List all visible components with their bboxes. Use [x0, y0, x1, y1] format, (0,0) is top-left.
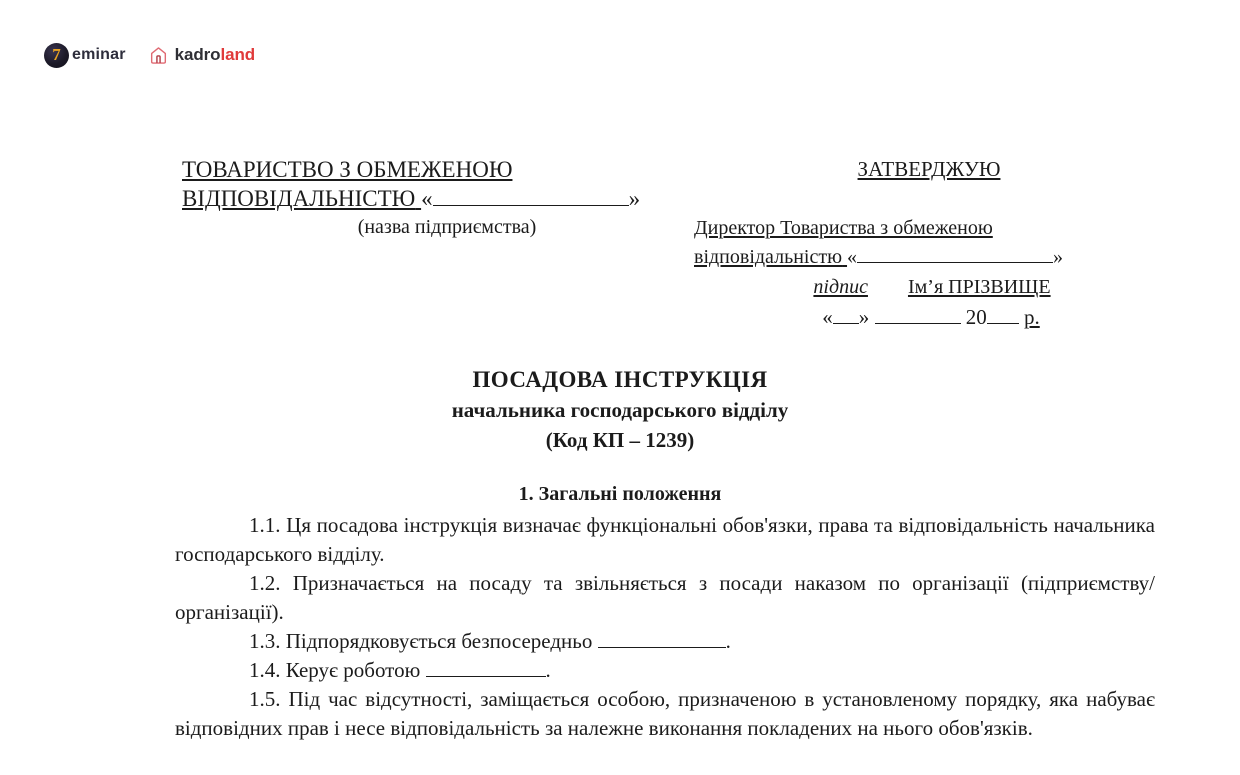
director-quote-open: «	[847, 246, 858, 268]
paragraph-1-2: 1.2. Призначається на посаду та звільняється з посади наказом по організації (підприємству/організації).	[175, 571, 1155, 624]
organization-name-lines	[182, 155, 682, 213]
director-org-blank[interactable]	[857, 247, 1053, 263]
seminar-logo[interactable]	[44, 43, 126, 68]
approval-date-row	[694, 302, 1124, 332]
paragraph-1-4-period: .	[545, 658, 551, 682]
paragraph-1-4-text: 1.4. Керує роботою	[249, 658, 421, 682]
kadroland-logo-label	[175, 45, 255, 65]
seminar-seven-icon	[44, 43, 69, 68]
approval-title: ЗАТВЕРДЖУЮ	[857, 157, 1001, 181]
seminar-seven-glyph: 7	[52, 44, 61, 64]
document-header	[0, 155, 1240, 332]
date-quote-close: »	[858, 305, 870, 329]
document-title-line-1: ПОСАДОВА ІНСТРУКЦІЯ	[472, 367, 768, 392]
paragraph-1-1: 1.1. Ця посадова інструкція визначає функціональні обов'язки, права та відповідальність начальника господарського відділу.	[175, 513, 1155, 566]
paragraph-1-3-text: 1.3. Підпорядковується безпосередньо	[249, 629, 593, 653]
date-year-prefix: 20	[965, 305, 987, 329]
document-body	[175, 511, 1155, 743]
seminar-logo-label: eminar	[72, 46, 126, 63]
director-line-1: Директор Товариства з обмеженою	[694, 217, 993, 239]
paragraph-1-4	[175, 656, 1155, 685]
director-quote-close: »	[1053, 246, 1064, 268]
paragraph-1-5: 1.5. Під час відсутності, заміщається особою, призначеною в установленому порядку, яка набуває відповідних прав і несе відповідальність за належне виконання покладених на нього обов'язків.	[175, 687, 1155, 740]
paragraph-1-3-period: .	[725, 629, 731, 653]
director-name-label: Ім’я ПРІЗВИЩЕ	[907, 276, 1051, 298]
signature-row	[694, 272, 1124, 302]
paragraph-1-3	[175, 627, 1155, 656]
approval-block	[694, 155, 1124, 332]
brand-logo-bar	[44, 38, 255, 72]
document-title-line-2: начальника господарського відділу	[451, 398, 789, 422]
paragraph-1-4-blank[interactable]	[426, 661, 546, 677]
date-day-blank[interactable]	[833, 308, 859, 324]
date-quote-open: «	[822, 305, 833, 329]
section-heading: 1. Загальні положення	[518, 483, 722, 505]
organization-quote-close: »	[628, 186, 641, 211]
kadroland-label-dark: kadro	[174, 45, 221, 64]
director-line-2: відповідальністю « »	[694, 246, 1064, 268]
kadroland-label-accent: land	[220, 45, 256, 64]
date-year-blank[interactable]	[987, 308, 1019, 324]
kadroland-logo[interactable]	[148, 45, 255, 66]
organization-quote-open: «	[421, 186, 433, 211]
organization-name-blank[interactable]	[433, 190, 629, 206]
organization-line-1: ТОВАРИСТВО З ОБМЕЖЕНОЮ	[182, 157, 513, 182]
document-title-line-3: (Код КП – 1239)	[545, 428, 695, 452]
organization-caption: (назва підприємства)	[357, 216, 537, 238]
date-year-suffix: р.	[1024, 305, 1040, 329]
organization-block	[182, 155, 682, 332]
house-icon	[148, 45, 169, 66]
signature-label: підпис	[813, 276, 868, 298]
organization-line-2: ВІДПОВІДАЛЬНІСТЮ	[182, 186, 416, 211]
document-title	[0, 365, 1240, 455]
paragraph-1-3-blank[interactable]	[598, 632, 726, 648]
date-month-blank[interactable]	[875, 308, 961, 324]
